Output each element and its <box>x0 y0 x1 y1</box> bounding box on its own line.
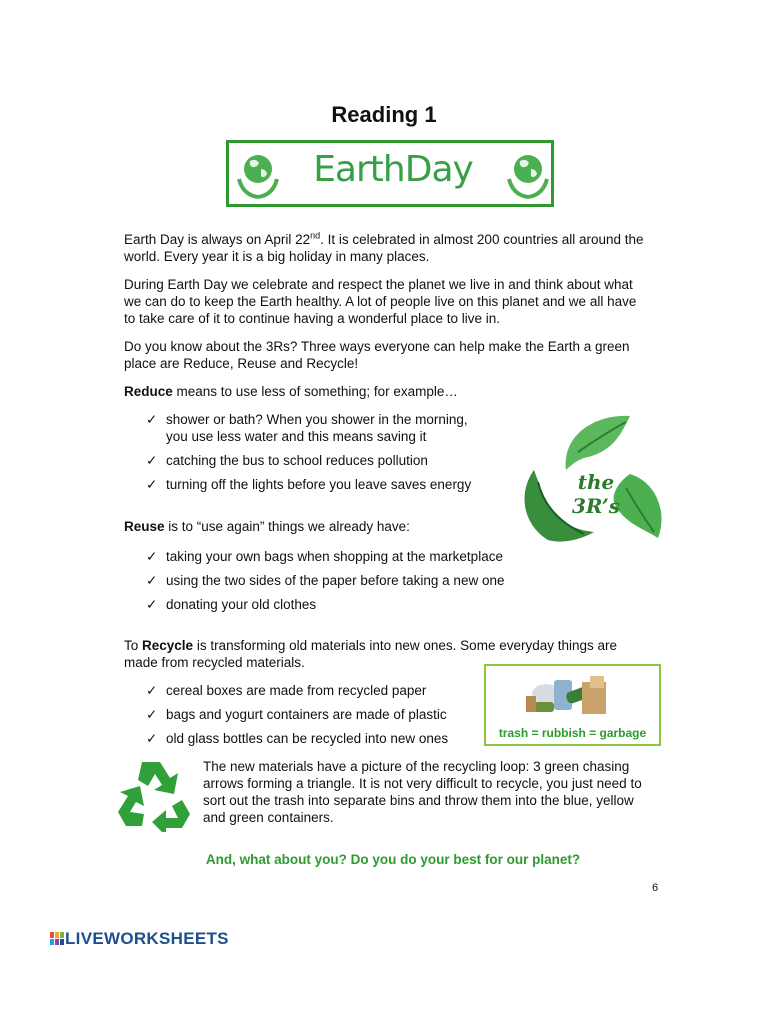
list-item: ✓ cereal boxes are made from recycled paper <box>146 683 427 698</box>
list-item: ✓ using the two sides of the paper before taking a new one <box>146 573 505 588</box>
paragraph-line: The new materials have a picture of the recycling loop: 3 green chasing <box>203 759 630 774</box>
page-title: Reading 1 <box>331 102 437 127</box>
list-item: ✓ bags and yogurt containers are made of plastic <box>146 707 447 722</box>
globe-in-hands-icon <box>235 149 281 201</box>
garbage-pile-icon <box>486 666 659 722</box>
list-item: ✓ taking your own bags when shopping at the marketplace <box>146 549 503 564</box>
paragraph-line: and green containers. <box>203 810 334 825</box>
paragraph-line: we can do to keep the Earth healthy. A lot of people live on this planet and we all have <box>124 294 637 309</box>
paragraph-line: arrows forming a triangle. It is not very difficult to recycle, you just need to <box>203 776 642 791</box>
closing-question: And, what about you? Do you do your best for our planet? <box>205 852 581 867</box>
paragraph-line: Earth Day is always on April 22nd. It is celebrated in almost 200 countries all around the <box>124 230 644 247</box>
paragraph-line: made from recycled materials. <box>124 655 305 670</box>
earth-day-banner <box>226 140 554 207</box>
paragraph-line: place are Reduce, Reuse and Recycle! <box>124 356 359 371</box>
reuse-heading: Reuse is to “use again” things we already have: <box>124 519 410 534</box>
three-rs-label: the 3R’s <box>571 470 621 518</box>
page-number: 6 <box>652 882 659 894</box>
paragraph-line: Do you know about the 3Rs? Three ways everyone can help make the Earth a green <box>124 339 630 354</box>
liveworksheets-icon <box>50 932 64 945</box>
paragraph-line: world. Every year it is a big holiday in many places. <box>124 249 430 264</box>
recycle-heading: To Recycle is transforming old materials into new ones. Some everyday things are <box>124 638 618 653</box>
recycle-symbol <box>112 756 196 832</box>
list-item: ✓ old glass bottles can be recycled into new ones <box>146 731 449 746</box>
liveworksheets-logo: LIVEWORKSHEETS <box>50 929 229 949</box>
globe-in-hands-icon <box>505 149 551 201</box>
trash-caption: trash = rubbish = garbage <box>498 726 647 740</box>
recycle-icon <box>112 756 196 832</box>
list-item: ✓ shower or bath? When you shower in the morning, <box>146 412 468 427</box>
reduce-heading: Reduce means to use less of something; for example… <box>124 384 458 399</box>
earth-day-logo-text: EarthDay <box>313 149 473 190</box>
list-item: ✓ catching the bus to school reduces pollution <box>146 453 428 468</box>
list-item: ✓ turning off the lights before you leave saves energy <box>146 477 472 492</box>
list-item: ✓ donating your old clothes <box>146 597 317 612</box>
trash-image-box <box>484 664 661 746</box>
paragraph-line: During Earth Day we celebrate and respect the planet we live in and think about what <box>124 277 633 292</box>
list-item-continuation: you use less water and this means saving it <box>166 429 427 444</box>
paragraph-line: to take care of it to continue having a wonderful place to live in. <box>124 311 500 326</box>
paragraph-line: sort out the trash into separate bins and throw them into the blue, yellow <box>203 793 634 808</box>
